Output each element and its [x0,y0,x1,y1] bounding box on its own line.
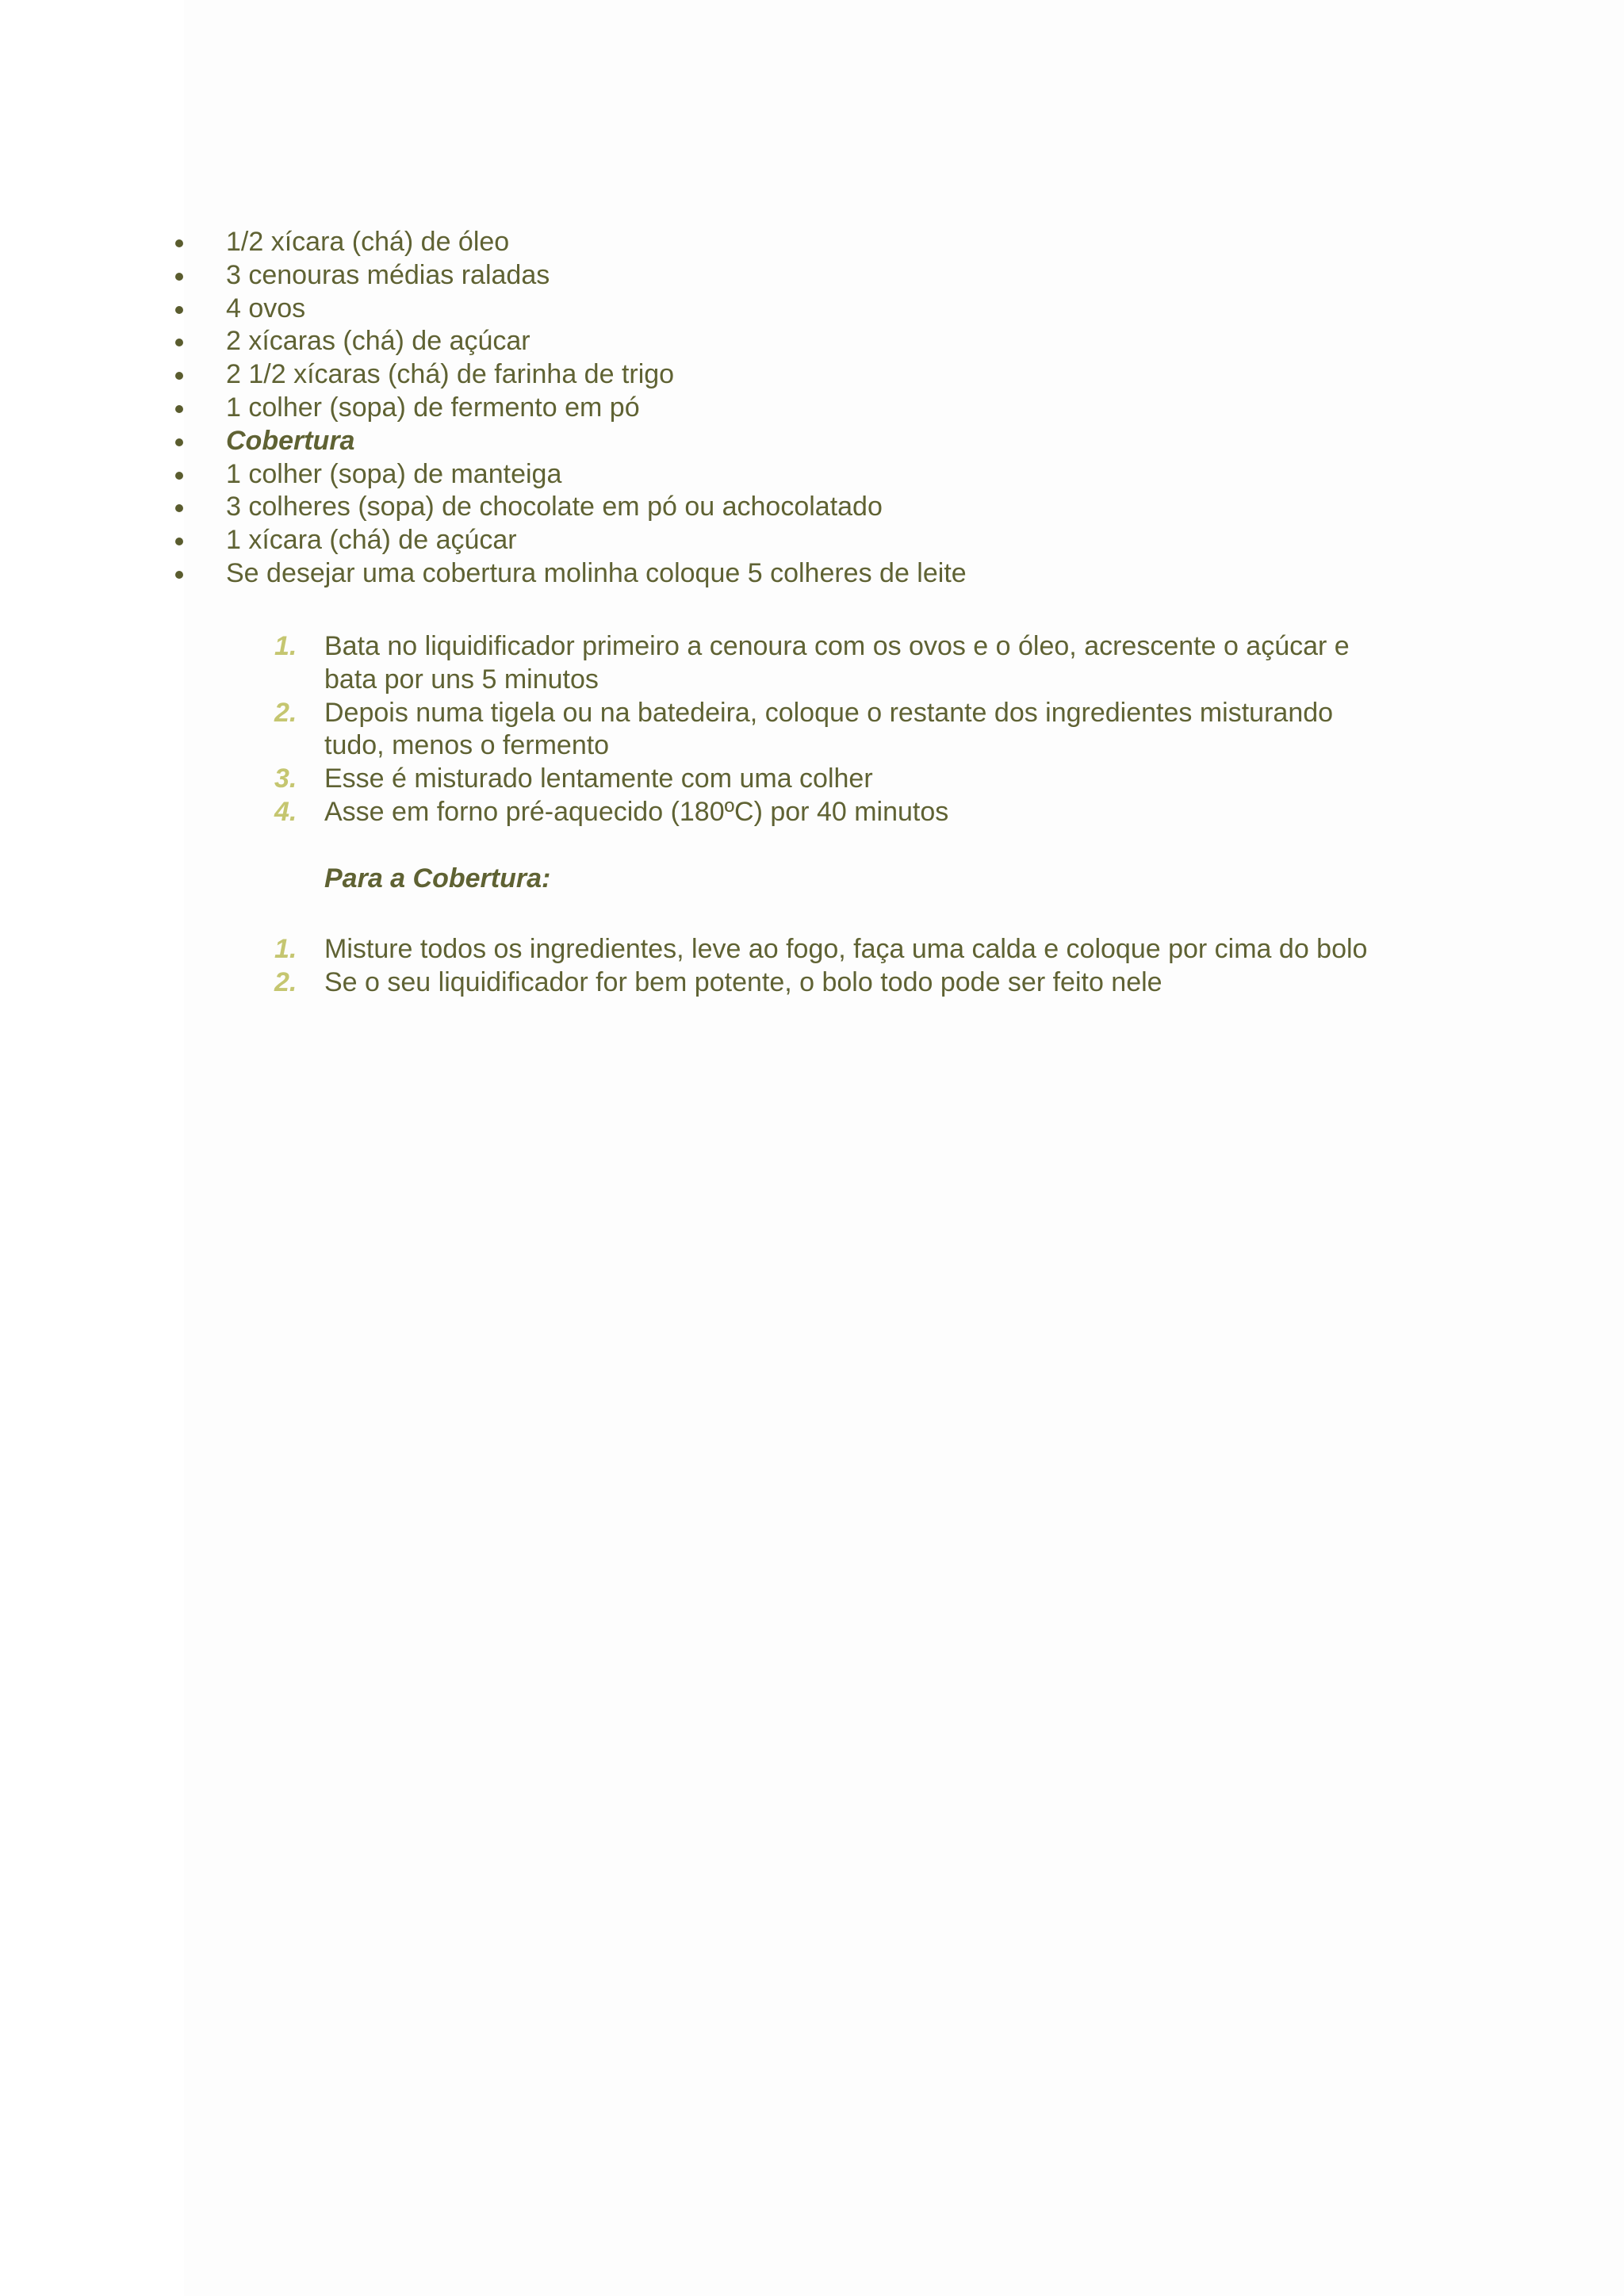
step-item [0,933,1434,966]
step-number: 3. [274,763,297,794]
step-text: Asse em forno pré-aquecido (180ºC) por 40 minutos [324,796,949,827]
step-item [0,630,1395,697]
bullet-icon [175,372,183,380]
step-number: 1. [274,631,297,661]
step-number: 2. [274,966,297,997]
bullet-icon [175,405,183,413]
bullet-icon [175,571,183,579]
step-number: 4. [274,796,297,827]
bullet-icon [175,306,183,314]
step-number: 2. [274,697,297,728]
bullet-icon [175,438,183,446]
step-text: Bata no liquidificador primeiro a cenoura com os ovos e o óleo, acrescente o açúcar e bata por uns 5 minutos [324,631,1350,695]
preparation-steps [0,630,1395,829]
step-item [0,763,1395,796]
step-text: Depois numa tigela ou na batedeira, coloque o restante dos ingredientes misturando tudo, menos o fermento [324,697,1334,761]
step-item [0,796,1395,829]
topping-steps [0,933,1434,1000]
bullet-icon [175,273,183,281]
bullet-icon [175,472,183,480]
bullet-icon [175,504,183,512]
step-item [0,966,1434,1000]
topping-heading: Para a Cobertura: [324,863,551,894]
step-item [0,697,1395,763]
step-text: Esse é misturado lentamente com uma colher [324,763,873,794]
step-number: 1. [274,934,297,964]
step-text: Se o seu liquidificador for bem potente, o bolo todo pode ser feito nele [324,966,1162,997]
step-text: Misture todos os ingredientes, leve ao fogo, faça uma calda e coloque por cima do bolo [324,934,1368,964]
bullet-icon [175,239,183,247]
bullet-icon [175,339,183,346]
bullet-icon [175,538,183,545]
